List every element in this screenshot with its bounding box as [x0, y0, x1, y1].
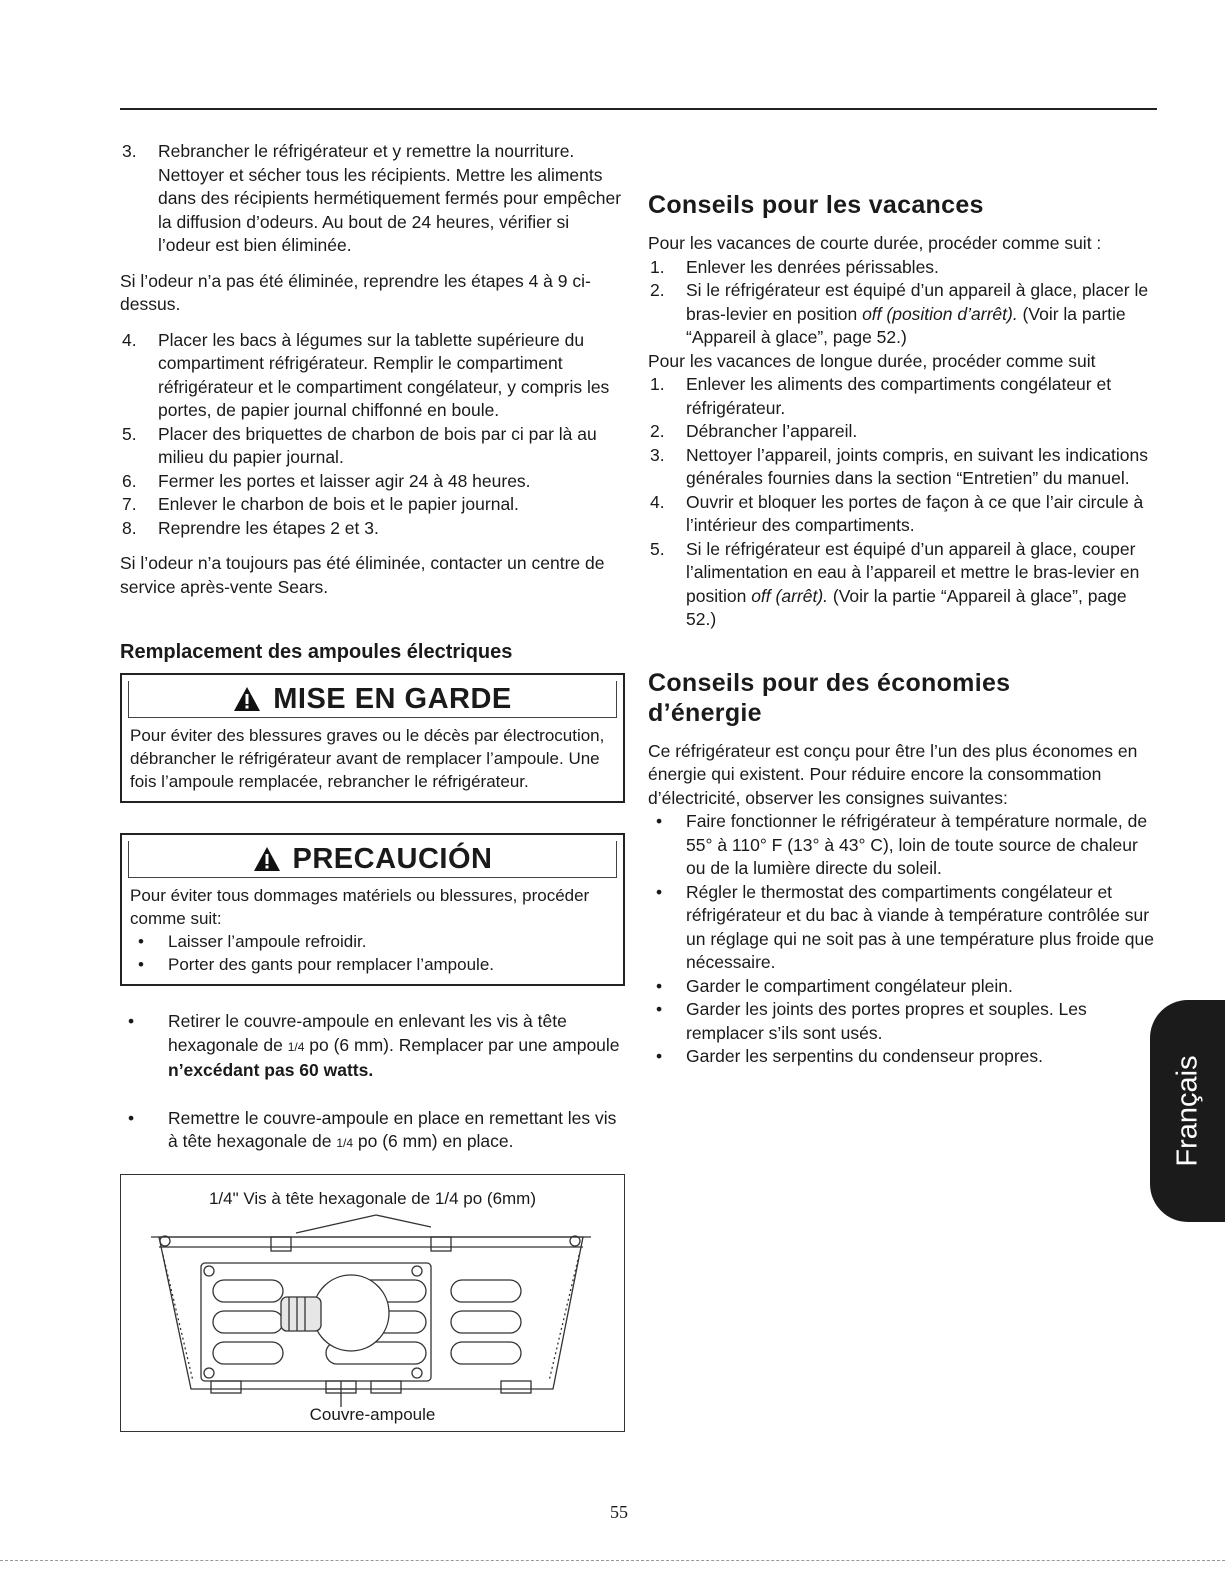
short-vacation-intro: Pour les vacances de courte durée, procéder comme suit :	[648, 233, 1102, 253]
caution-header	[128, 841, 617, 878]
list-item: • Retirer le couvre-ampoule en enlevant les vis à tête hexagonale de 1/4 po (6 mm). Remplacer par une ampoule n’excédant pas 60 watts.	[128, 1011, 620, 1080]
list-item: • Remettre le couvre-ampoule en place en remettant les vis à tête hexagonale de 1/4 po (6 mm) en place.	[128, 1107, 617, 1151]
caution-list	[130, 930, 617, 976]
list-item: 3. Rebrancher le réfrigérateur et y remettre la nourriture. Nettoyer et sécher tous les récipients. Mettre les aliments dans des récipients hermétiquement fermés pour empêcher la diffusion d’odeurs. Au bout de 24 heures, vérifier si l’odeur est bien éliminée.	[122, 141, 622, 255]
energy-heading: Conseils pour des économies d’énergie	[648, 668, 1011, 727]
long-vacation-intro: Pour les vacances de longue durée, procéder comme suit	[648, 350, 1096, 371]
list-item: 5. Placer des briquettes de charbon de bois par ci par là au milieu du papier journal.	[122, 423, 597, 467]
odor-service-paragraph: Si l’odeur n’a toujours pas été éliminée, contacter un centre de service après-vente Sears.	[120, 553, 605, 597]
list-item: • Garder les joints des portes propres et souples. Les remplacer s’ils sont usés.	[656, 999, 1087, 1043]
energy-tips	[648, 810, 1158, 1069]
left-column	[120, 140, 625, 1432]
right-column	[648, 190, 1158, 1069]
bulb-cover-diagram	[120, 1174, 625, 1432]
caution-title: PRECAUCIÓN	[292, 842, 493, 875]
list-item: 3. Nettoyer l’appareil, joints compris, en suivant les indications générales fournies dans la section “Entretien” du manuel.	[650, 444, 1149, 488]
list-item: 7. Enlever le charbon de bois et le papier journal.	[122, 494, 519, 514]
long-vacation-steps	[648, 373, 1158, 632]
list-item: 1. Enlever les denrées périssables.	[650, 256, 939, 277]
list-item: 2. Si le réfrigérateur est équipé d’un appareil à glace, placer le bras-levier en position off (position d’arrêt). (Voir la partie “Appareil à glace”, page 52.)	[650, 280, 1149, 347]
short-vacation-steps	[648, 256, 1158, 350]
odor-steps-continued	[120, 140, 625, 258]
warning-triangle-icon	[233, 686, 261, 712]
list-item: 8. Reprendre les étapes 2 et 3.	[122, 517, 379, 538]
list-item: 2. Débrancher l’appareil.	[650, 421, 858, 441]
list-item: 6. Fermer les portes et laisser agir 24 à 48 heures.	[122, 470, 531, 491]
list-item: 4. Placer les bacs à légumes sur la tablette supérieure du compartiment réfrigérateur. Remplir le compartiment réfrigérateur et le compartiment congélateur, y compris les portes, de papier journal chiffonné en boule.	[122, 329, 610, 420]
energy-intro: Ce réfrigérateur est conçu pour être l’un des plus économes en énergie qui existent. Pour réduire encore la consommation d’électricité, observer les consignes suivantes:	[648, 740, 1138, 808]
warning-box	[120, 673, 625, 803]
vacation-heading: Conseils pour les vacances	[648, 191, 984, 219]
language-tab-label: Français	[1171, 1055, 1203, 1167]
warning-header	[128, 681, 617, 718]
list-item: • Porter des gants pour remplacer l’ampoule.	[138, 955, 494, 974]
list-item: • Garder le compartiment congélateur plein.	[656, 975, 1013, 996]
bulb-steps-2	[120, 1107, 625, 1156]
list-item: 1. Enlever les aliments des compartiments congélateur et réfrigérateur.	[650, 374, 1112, 418]
list-item: 5. Si le réfrigérateur est équipé d’un appareil à glace, couper l’alimentation en eau à l’appareil et mettre le bras-levier en position off (arrêt). (Voir la partie “Appareil à glace”, page 52.)	[650, 538, 1140, 629]
diagram-bottom-caption: Couvre-ampoule	[309, 1404, 436, 1424]
language-tab	[1150, 1000, 1225, 1222]
bulb-steps	[120, 1010, 625, 1083]
odor-paragraph: Si l’odeur n’a pas été éliminée, reprendre les étapes 4 à 9 ci-dessus.	[120, 270, 591, 314]
list-item: 4. Ouvrir et bloquer les portes de façon à ce que l’air circule à l’intérieur des compartiments.	[650, 491, 1144, 535]
bulb-replacement-heading: Remplacement des ampoules électriques	[120, 641, 513, 663]
warning-text: Pour éviter des blessures graves ou le décès par électrocution, débrancher le réfrigérateur avant de remplacer l’ampoule. Une fois l’ampoule remplacée, rebrancher le réfrigérateur.	[130, 726, 605, 791]
caution-text: Pour éviter tous dommages matériels ou blessures, procéder comme suit:	[130, 886, 590, 928]
diagram-top-caption: 1/4" Vis à tête hexagonale de 1/4 po (6mm)	[208, 1188, 537, 1208]
light-cover-drawing	[121, 1175, 623, 1431]
list-item: • Garder les serpentins du condenseur propres.	[656, 1046, 1044, 1066]
list-item: • Faire fonctionner le réfrigérateur à température normale, de 55° à 110° F (13° à 43° C), loin de toute source de chaleur ou de la lumière directe du soleil.	[656, 811, 1148, 878]
list-item: • Laisser l’ampoule refroidir.	[138, 932, 367, 951]
page-number: 55	[610, 1502, 628, 1522]
bottom-border	[0, 1560, 1225, 1561]
list-item: • Régler le thermostat des compartiments congélateur et réfrigérateur et du bac à viande à température contrôlée sur un réglage qui ne soit pas à une température plus froide que nécessaire.	[656, 881, 1154, 972]
deodorize-steps	[120, 329, 625, 541]
top-rule	[120, 108, 1157, 110]
caution-box	[120, 833, 625, 986]
warning-title: MISE EN GARDE	[273, 682, 512, 715]
caution-triangle-icon	[253, 846, 281, 872]
